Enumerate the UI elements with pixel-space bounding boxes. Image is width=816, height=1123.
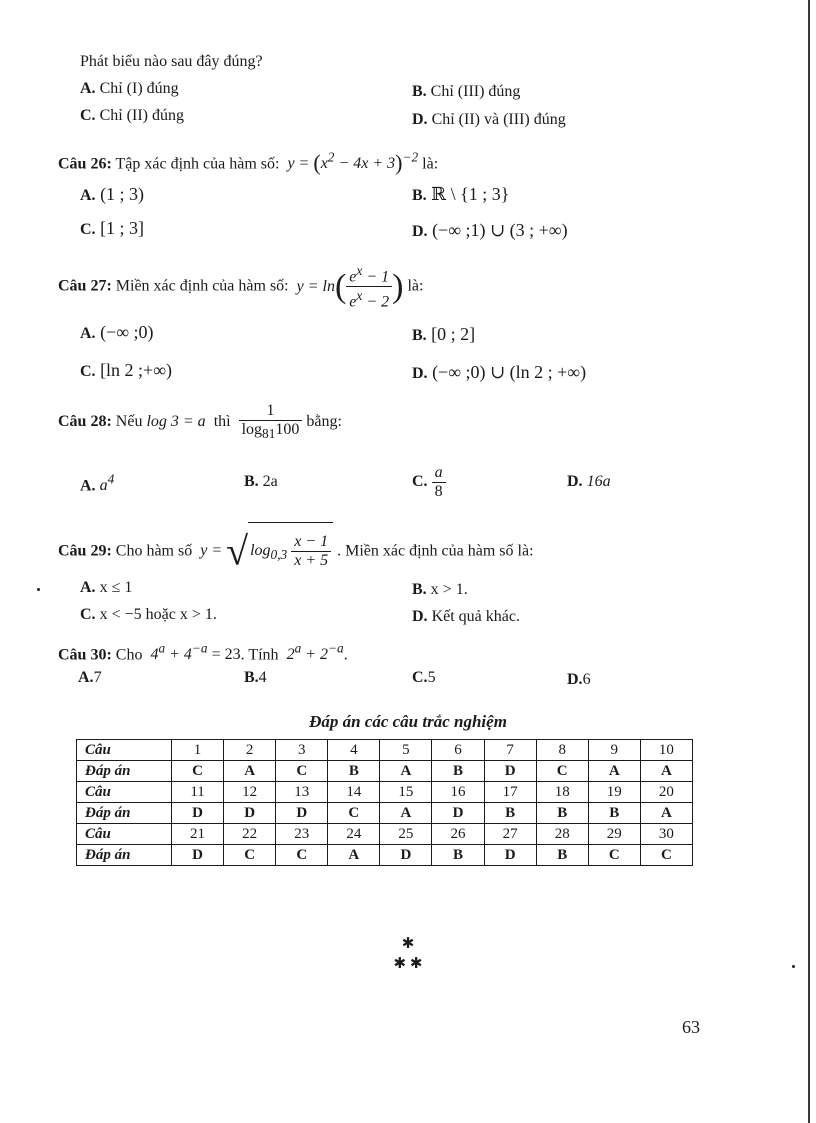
row-header: Câu [77, 782, 172, 803]
q30-option-b: B.4 [244, 669, 267, 686]
question-number-cell: 2 [224, 740, 276, 761]
answer-cell: B [328, 761, 380, 782]
question-number-cell: 20 [640, 782, 692, 803]
ornament-bottom: ✱ ✱ [393, 956, 423, 972]
q25-option-a: A. Chỉ (I) đúng [80, 80, 179, 97]
q28-given: log 3 = a [146, 413, 206, 430]
question-number-cell: 9 [588, 740, 640, 761]
answer-cell: A [640, 803, 692, 824]
scan-speck [37, 588, 40, 591]
q27-stem: Câu 27: Miền xác định của hàm số: y = ln( $\frac{e^x - 1}{e^x - 2}$ ) là: [58, 263, 424, 311]
q28-option-b: B. 2a [244, 473, 278, 490]
answer-cell: C [276, 845, 328, 866]
answer-cell: D [380, 845, 432, 866]
q25-prompt: Phát biểu nào sau đây đúng? [80, 53, 263, 70]
answer-cell: A [380, 803, 432, 824]
answer-cell: D [172, 803, 224, 824]
answer-cell: B [536, 845, 588, 866]
answer-cell: A [380, 761, 432, 782]
answer-row [77, 761, 693, 782]
question-number-cell: 13 [276, 782, 328, 803]
question-number-cell: 5 [380, 740, 432, 761]
answer-key-table [76, 739, 693, 866]
answer-cell: A [588, 761, 640, 782]
q28-stem: Câu 28: Nếu log 3 = a thì $\frac{1}{\log_{81}100}$ bằng: [58, 401, 342, 441]
q26-option-d: D. (−∞ ;1) ∪ (3 ; +∞) [412, 220, 568, 240]
q28-option-a: A. $a^4$ [80, 472, 115, 495]
answer-cell: C [536, 761, 588, 782]
answer-cell: C [276, 761, 328, 782]
question-number-cell: 15 [380, 782, 432, 803]
row-header: Câu [77, 824, 172, 845]
question-number-cell: 19 [588, 782, 640, 803]
ornament-top: ✱ [401, 936, 415, 952]
question-number-cell: 28 [536, 824, 588, 845]
q27-option-b: B. [0 ; 2] [412, 324, 476, 344]
answer-row [77, 803, 693, 824]
q26-stem: Câu 26: Tập xác định của hàm số: $y = (x^2 - 4x + 3)^{-2}$ là: [58, 150, 439, 176]
question-number-cell: 7 [484, 740, 536, 761]
answer-cell: B [536, 803, 588, 824]
q26-option-b: B. ℝ \ {1 ; 3} [412, 184, 510, 204]
question-number-cell: 23 [276, 824, 328, 845]
question-number-row [77, 824, 693, 845]
answer-cell: D [276, 803, 328, 824]
q29-formula: y = √ $\log_{0,3}$ $\frac{x - 1}{x + 5}$ [196, 542, 333, 559]
q26-formula: $y = (x^2 - 4x + 3)^{-2}$ [283, 150, 419, 176]
question-number-cell: 12 [224, 782, 276, 803]
answer-cell: C [588, 845, 640, 866]
answer-cell: C [224, 845, 276, 866]
q28-fraction: $\frac{1}{\log_{81}100}$ [239, 402, 303, 443]
question-number-cell: 26 [432, 824, 484, 845]
q25-option-c: C. Chỉ (II) đúng [80, 107, 184, 124]
row-header: Đáp án [77, 761, 172, 782]
question-number-cell: 30 [640, 824, 692, 845]
q28-option-c: C. $\frac{a}{8}$ [412, 462, 446, 502]
question-number-cell: 11 [172, 782, 224, 803]
answer-cell: B [432, 845, 484, 866]
q29-option-b: B. x > 1. [412, 581, 468, 598]
q28-option-d: D. 16a [567, 473, 611, 490]
question-number-cell: 29 [588, 824, 640, 845]
answer-cell: D [484, 761, 536, 782]
answer-cell: A [640, 761, 692, 782]
q27-option-c: C. [ln 2 ;+∞) [80, 360, 173, 380]
q29-option-a: A. x ≤ 1 [80, 579, 133, 596]
question-number-cell: 24 [328, 824, 380, 845]
question-number-cell: 25 [380, 824, 432, 845]
answer-cell: D [224, 803, 276, 824]
answer-cell: D [432, 803, 484, 824]
q30-expression: $2^a + 2^{-a}$ [282, 641, 344, 664]
q25-option-b: B. Chỉ (III) đúng [412, 83, 521, 100]
row-header: Câu [77, 740, 172, 761]
q30-option-a: A.7 [78, 669, 102, 686]
answer-cell: D [484, 845, 536, 866]
answer-cell: B [432, 761, 484, 782]
answer-cell: D [172, 845, 224, 866]
question-number-cell: 8 [536, 740, 588, 761]
q29-stem: Câu 29: Cho hàm số y = √ $\log_{0,3}$ $\frac{x - 1}{x + 5}$ . Miền xác định của hàm số là: [58, 522, 534, 581]
question-number-row [77, 740, 693, 761]
answer-cell: A [224, 761, 276, 782]
answer-cell: C [172, 761, 224, 782]
q29-option-c: C. x < −5 hoặc x > 1. [80, 606, 217, 623]
question-number-cell: 14 [328, 782, 380, 803]
answer-cell: C [640, 845, 692, 866]
answer-key-title: Đáp án các câu trắc nghiệm [309, 712, 507, 731]
question-number-cell: 27 [484, 824, 536, 845]
answer-cell: B [588, 803, 640, 824]
answer-cell: A [328, 845, 380, 866]
q30-option-d: D.6 [567, 671, 591, 688]
question-number-cell: 6 [432, 740, 484, 761]
answer-row [77, 845, 693, 866]
q30-option-c: C.5 [412, 669, 436, 686]
row-header: Đáp án [77, 845, 172, 866]
question-number-cell: 1 [172, 740, 224, 761]
q30-stem: Câu 30: Cho $4^a + 4^{-a} = 23$. Tính $2^a + 2^{-a}$. [58, 641, 348, 664]
question-number-cell: 10 [640, 740, 692, 761]
question-number-cell: 21 [172, 824, 224, 845]
question-number-cell: 4 [328, 740, 380, 761]
question-number-cell: 16 [432, 782, 484, 803]
answer-cell: C [328, 803, 380, 824]
q29-option-d: D. Kết quả khác. [412, 608, 520, 625]
question-number-cell: 3 [276, 740, 328, 761]
q30-equation: $4^a + 4^{-a} = 23$ [146, 641, 241, 664]
row-header: Đáp án [77, 803, 172, 824]
q27-option-a: A. (−∞ ;0) [80, 322, 154, 342]
q25-option-d: D. Chỉ (II) và (III) đúng [412, 111, 566, 128]
question-number-cell: 17 [484, 782, 536, 803]
question-number-row [77, 782, 693, 803]
question-number-cell: 18 [536, 782, 588, 803]
q26-option-c: C. [1 ; 3] [80, 218, 145, 238]
page-number: 63 [682, 1017, 700, 1037]
question-number-cell: 22 [224, 824, 276, 845]
q27-formula: y = ln( $\frac{e^x - 1}{e^x - 2}$ ) [292, 263, 404, 311]
q27-option-d: D. (−∞ ;0) ∪ (ln 2 ; +∞) [412, 362, 587, 382]
q26-option-a: A. (1 ; 3) [80, 184, 145, 204]
answer-cell: B [484, 803, 536, 824]
